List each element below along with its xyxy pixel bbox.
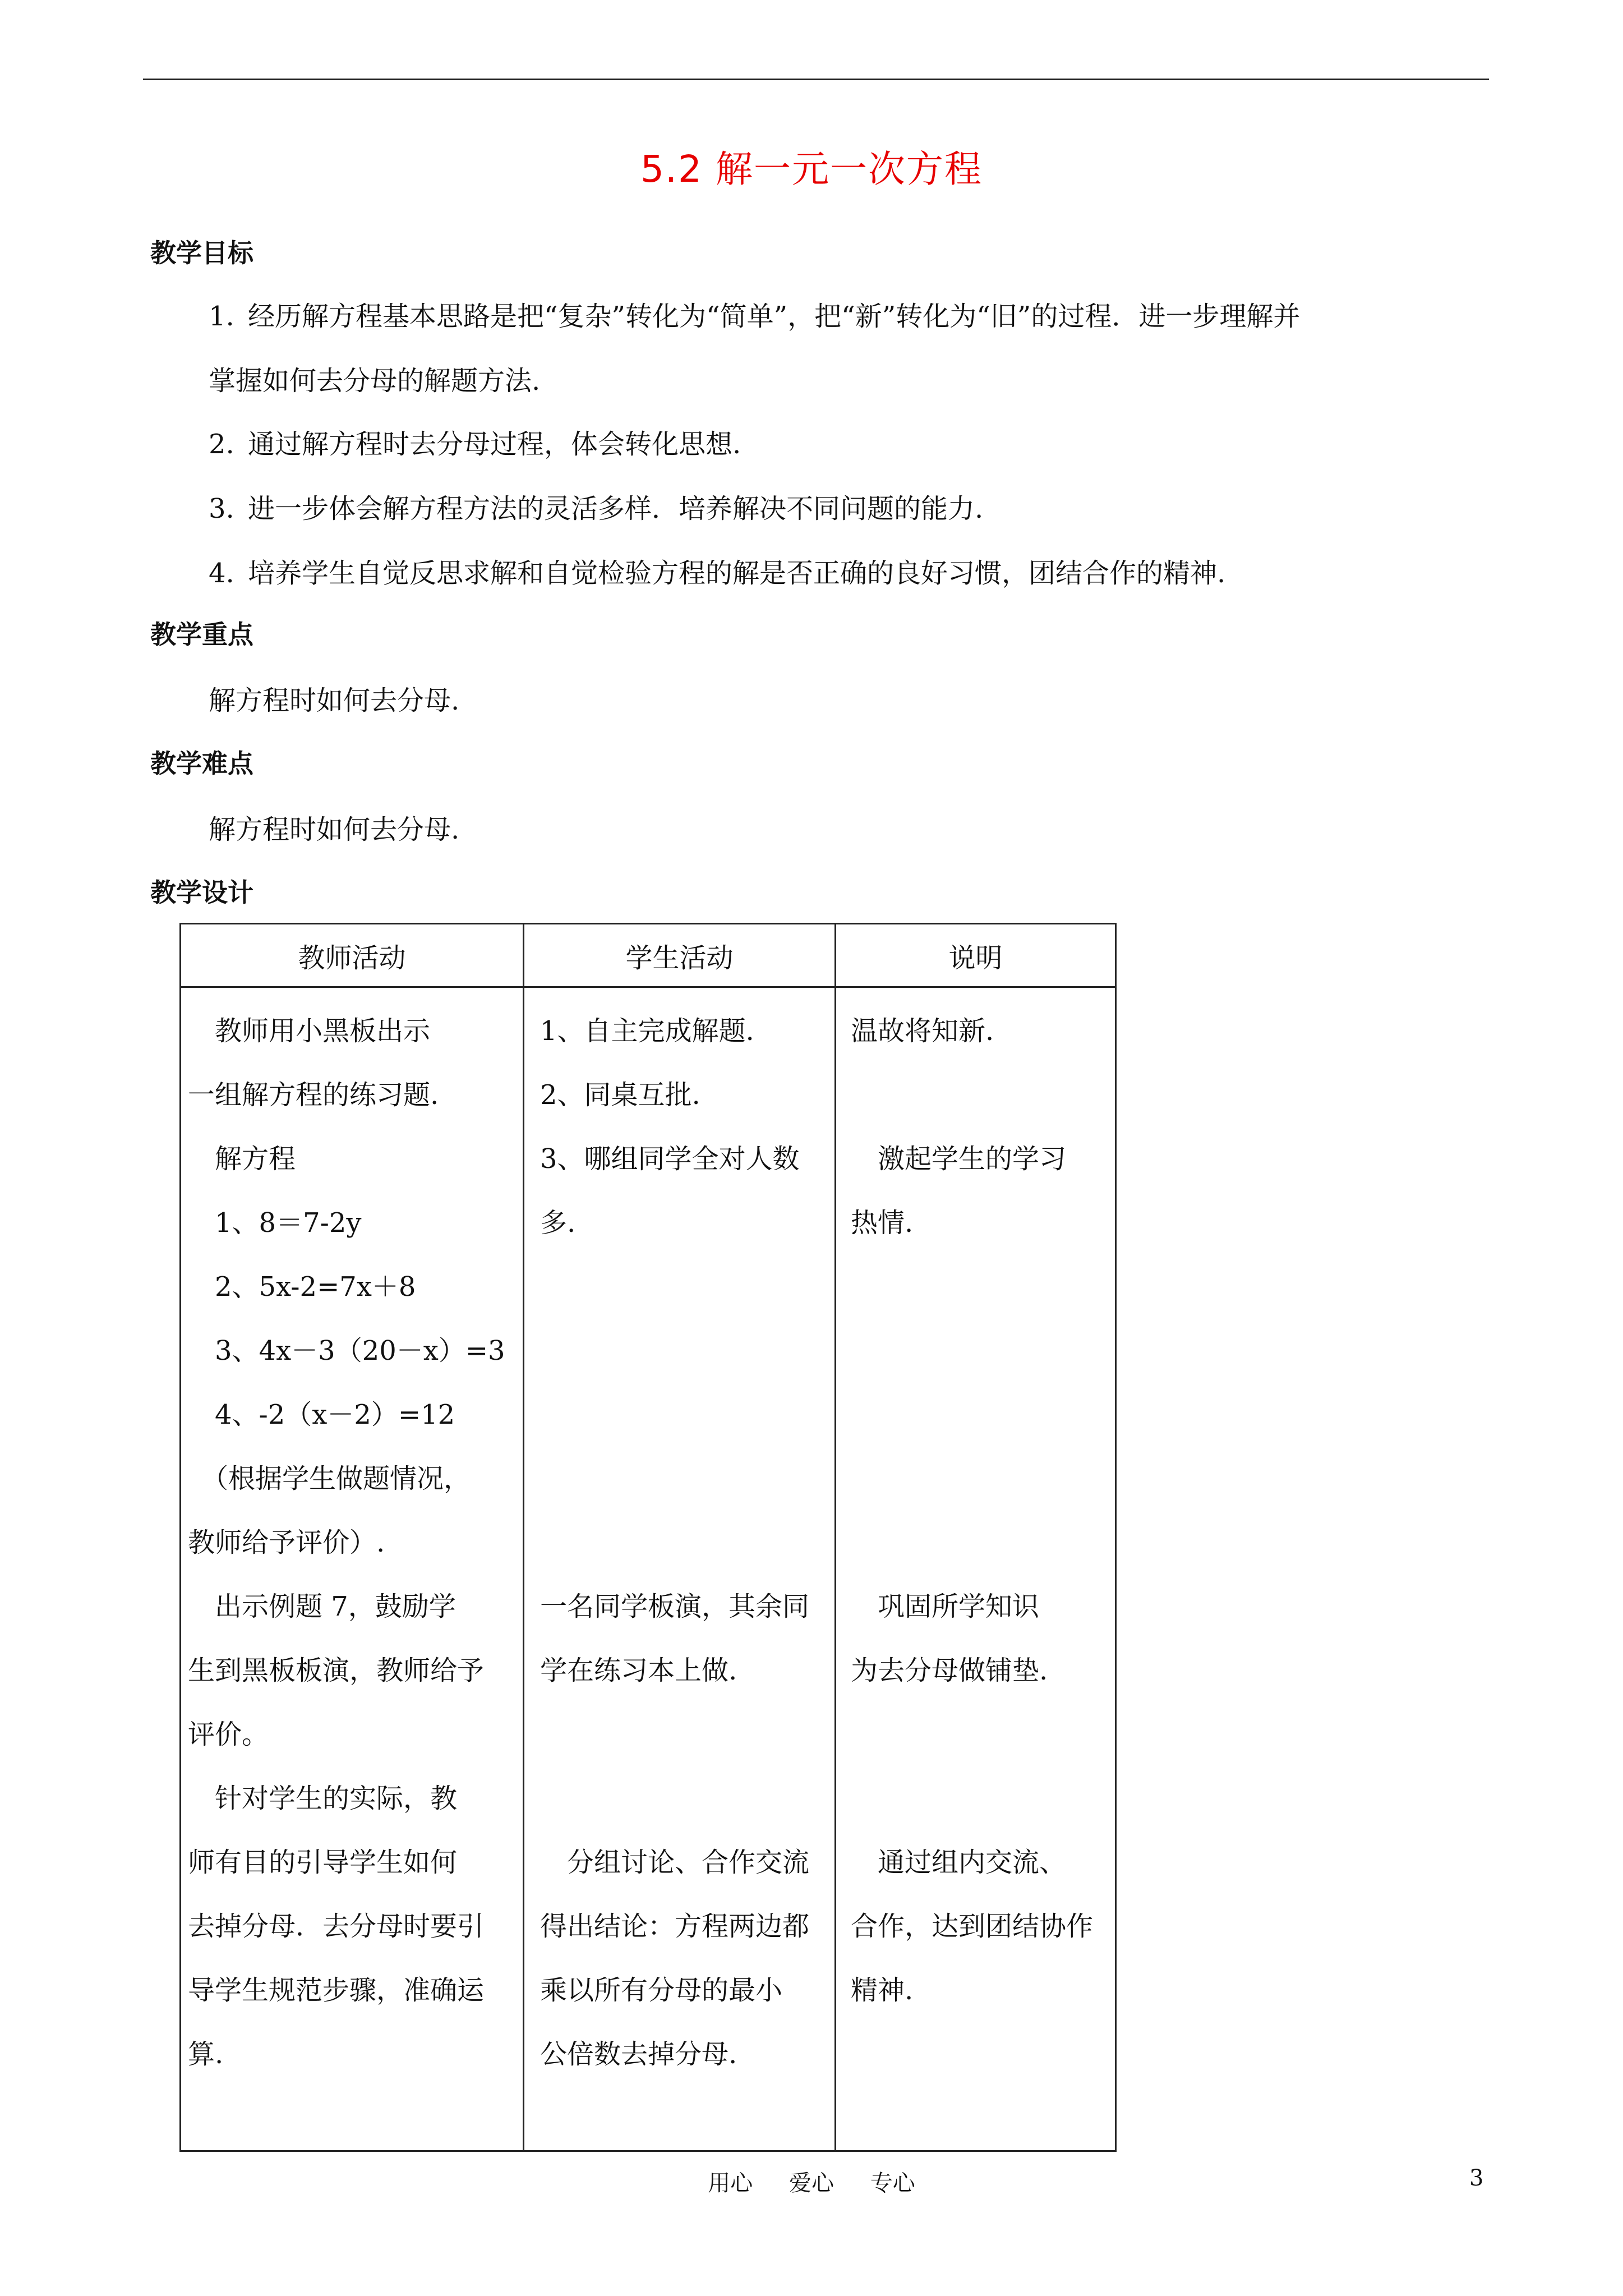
student-line: 分组讨论、合作交流 bbox=[540, 1847, 810, 1878]
note-line: 通过组内交流、 bbox=[851, 1847, 1067, 1878]
teacher-line: 解方程 bbox=[188, 1143, 296, 1175]
goal-number: 2. bbox=[209, 429, 234, 460]
page-title: 5.2 解一元一次方程 bbox=[640, 148, 983, 191]
note-line: 热情. bbox=[851, 1207, 914, 1239]
key-point-text: 解方程时如何去分母. bbox=[209, 685, 460, 716]
goal-item-4 bbox=[209, 551, 1225, 590]
goal-item-1-cont: 掌握如何去分母的解题方法. bbox=[209, 365, 541, 397]
student-line: 3、哪组同学全对人数 bbox=[540, 1143, 800, 1175]
student-line: 得出结论：方程两边都 bbox=[540, 1911, 810, 1942]
note-line: 为去分母做铺垫. bbox=[851, 1655, 1048, 1686]
teacher-line: 4、-2（x－2）=12 bbox=[188, 1399, 455, 1430]
teacher-activity-cell bbox=[181, 987, 524, 2151]
teacher-line: 教师给予评价）. bbox=[188, 1527, 385, 1558]
design-heading: 教学设计 bbox=[150, 877, 253, 908]
difficulty-heading: 教学难点 bbox=[150, 748, 253, 779]
goal-number: 1. bbox=[209, 301, 234, 332]
student-line: 一名同学板演，其余同 bbox=[540, 1591, 810, 1622]
teacher-line: 3、4x－3（20－x）=3 bbox=[188, 1335, 505, 1366]
key-point-heading: 教学重点 bbox=[150, 619, 253, 650]
column-header-teacher: 教师活动 bbox=[181, 924, 524, 987]
teacher-line: 生到黑板板演，教师给予 bbox=[188, 1655, 485, 1686]
note-line: 温故将知新. bbox=[851, 1015, 994, 1047]
note-line: 激起学生的学习 bbox=[851, 1143, 1067, 1175]
page-footer bbox=[0, 2165, 1623, 2197]
teacher-line: 一组解方程的练习题. bbox=[188, 1079, 439, 1111]
goal-text: 通过解方程时去分母过程，体会转化思想. bbox=[248, 429, 741, 460]
goal-item-2 bbox=[209, 422, 741, 461]
student-activity-cell bbox=[524, 987, 836, 2151]
header-rule bbox=[143, 79, 1489, 80]
teacher-line: 1、8＝7-2y bbox=[188, 1207, 362, 1239]
teacher-line: （根据学生做题情况， bbox=[188, 1463, 471, 1494]
footer-text: 专心 bbox=[870, 2170, 915, 2196]
note-cell bbox=[836, 987, 1116, 2151]
teacher-line: 评价。 bbox=[188, 1719, 269, 1750]
teacher-line: 教师用小黑板出示 bbox=[188, 1015, 431, 1047]
teacher-line: 师有目的引导学生如何 bbox=[188, 1847, 458, 1878]
teacher-line: 去掉分母．去分母时要引 bbox=[188, 1911, 485, 1942]
note-line: 精神. bbox=[851, 1975, 914, 2006]
goal-number: 4. bbox=[209, 558, 234, 589]
goal-text: 经历解方程基本思路是把“复杂”转化为“简单”，把“新”转化为“旧”的过程．进一步理解并 bbox=[248, 301, 1301, 332]
goal-number: 3. bbox=[209, 493, 234, 524]
design-table bbox=[179, 923, 1117, 2152]
table-row bbox=[181, 987, 1116, 2151]
teacher-line: 算. bbox=[188, 2039, 224, 2070]
student-line: 学在练习本上做. bbox=[540, 1655, 737, 1686]
student-line: 乘以所有分母的最小 bbox=[540, 1975, 783, 2006]
note-line: 巩固所学知识 bbox=[851, 1591, 1040, 1622]
goal-text: 培养学生自觉反思求解和自觉检验方程的解是否正确的良好习惯，团结合作的精神. bbox=[248, 558, 1226, 589]
note-line: 合作，达到团结协作 bbox=[851, 1911, 1094, 1942]
teacher-line: 针对学生的实际，教 bbox=[188, 1783, 458, 1814]
teacher-line: 出示例题 7，鼓励学 bbox=[188, 1591, 456, 1622]
footer-text: 用心 bbox=[708, 2170, 753, 2196]
student-line: 1、自主完成解题. bbox=[540, 1015, 754, 1047]
student-line: 2、同桌互批. bbox=[540, 1079, 700, 1111]
goal-text: 进一步体会解方程方法的灵活多样．培养解决不同问题的能力. bbox=[248, 493, 984, 524]
column-header-note: 说明 bbox=[836, 924, 1116, 987]
footer-text: 爱心 bbox=[789, 2170, 834, 2196]
teacher-line: 导学生规范步骤，准确运 bbox=[188, 1975, 485, 2006]
goal-item-1 bbox=[209, 295, 1300, 333]
student-line: 多. bbox=[540, 1207, 576, 1239]
difficulty-text: 解方程时如何去分母. bbox=[209, 814, 460, 845]
goals-heading: 教学目标 bbox=[150, 238, 253, 268]
table-header-row bbox=[181, 924, 1116, 987]
column-header-student: 学生活动 bbox=[524, 924, 836, 987]
teacher-line: 2、5x-2=7x＋8 bbox=[188, 1271, 416, 1303]
goal-item-3 bbox=[209, 487, 983, 526]
student-line: 公倍数去掉分母. bbox=[540, 2039, 737, 2070]
page-number: 3 bbox=[1469, 2165, 1484, 2191]
